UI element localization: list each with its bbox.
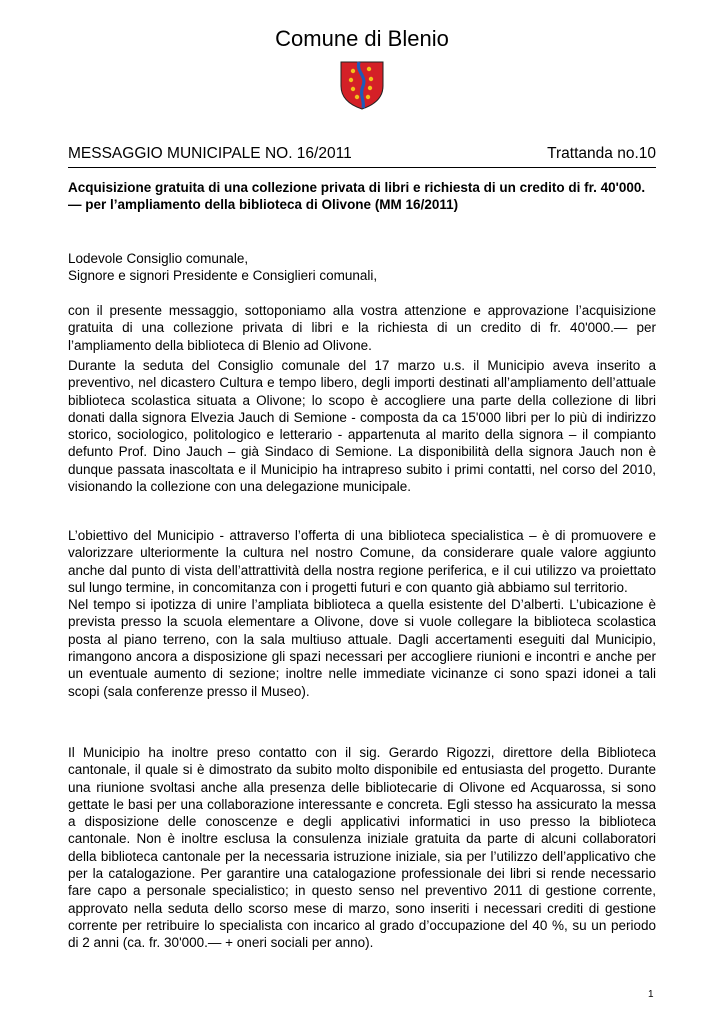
paragraph-text: L’obiettivo del Municipio - attraverso l’offerta di una biblioteca specialistica – è di promuovere e valorizzare ulteriormente la cultura nel nostro Comune, da considerare quale valore aggiunto anche dal punto di vista dell’attrattività della nostra regione periferica, e il cui utilizzo va proiettato sul lungo termine, in concomitanza con i progetti futuri e con quanto già abbiamo sul territorio. [68, 528, 656, 595]
document-title: Comune di Blenio [275, 26, 449, 51]
page-number: 1 [648, 989, 654, 1000]
message-header [68, 145, 656, 168]
salutation-line: Lodevole Consiglio comunale, [68, 251, 249, 266]
coat-of-arms-icon [339, 60, 385, 110]
subject-heading: Acquisizione gratuita di una collezione privata di libri e richiesta di un credito di fr. 40'000.— per l’ampliamento della biblioteca di Olivone (MM 16/2011) [68, 180, 646, 212]
paragraph-collaboration: Il Municipio ha inoltre preso contatto con il sig. Gerardo Rigozzi, direttore della Biblioteca cantonale, il quale si è dimostrato da subito molto disponibile ed entusiasta del progetto. Durante una riunione svoltasi anche alla presenza delle bibliotecarie di Olivone ed Acquarossa, si sono gettate le basi per una collaborazione interessante e concreta. Egli stesso ha assicurato la messa a disposizione delle conoscenze e degli applicativi informatici in uso presso la biblioteca cantonale. Non è inoltre esclusa la consulenza iniziale gratuita da parte di alcuni collaboratori della biblioteca cantonale per la necessaria istruzione iniziale, sia per l’utilizzo dell’applicativo che per la catalogazione. Per garantire una catalogazione professionale dei libri si rende necessario fare capo a personale specialistico; in questo senso nel preventivo 2011 di gestione corrente, approvato nella seduta dello scorso mese di marzo, sono inseriti i necessari crediti di gestione corrente per retribuire lo specialista con incarico al grado d’occupazione del 40 %, su un periodo di 2 anni (ca. fr. 30'000.— + oneri sociali per anno). [68, 745, 656, 951]
paragraph-objective [68, 527, 656, 700]
message-number: MESSAGGIO MUNICIPALE NO. 16/2011 [68, 145, 352, 162]
salutation [68, 250, 656, 285]
salutation-line: Signore e signori Presidente e Consiglieri comunali, [68, 268, 378, 284]
agenda-item: Trattanda no.10 [547, 145, 656, 162]
paragraph-intro: con il presente messaggio, sottoponiamo alla vostra attenzione e approvazione l’acquisizione gratuita di una collezione privata di libri e la richiesta di un credito di fr. 40'000.— per l’ampliamento della biblioteca di Blenio ad Olivone. [68, 303, 656, 353]
paragraph-text: Nel tempo si ipotizza di unire l’ampliata biblioteca a quella esistente del D’alberti. L’ubicazione è prevista presso la scuola elementare a Olivone, dove si vuole collegare la biblioteca scolastica posta al piano terreno, con la sala multiuso attuale. Dagli accertamenti eseguiti dal Municipio, rimangono ancora a disposizione gli spazi necessari per accogliere riunioni e incontri e anche per un eventuale aumento di sezione; inoltre nelle immediate vicinanze ci sono spazi idonei a tali scopi (sala conferenze presso il Museo). [68, 597, 656, 699]
paragraph-background: Durante la seduta del Consiglio comunale del 17 marzo u.s. il Municipio aveva inserito a preventivo, nel dicastero Cultura e tempo libero, degli importi destinati all’ampliamento dell’attuale biblioteca scolastica situata a Olivone; lo scopo è accogliere una parte della collezione di libri donati dalla signora Elvezia Jauch di Semione - composta da ca 15'000 libri per lo più di indirizzo storico, sociologico, politologico e letterario - appartenuta al marito della signora – il compianto defunto Prof. Dino Jauch – già Sindaco di Semione. La disponibilità della signora Jauch non è dunque passata inascoltata e il Municipio ha intrapreso subito i primi contatti, nel corso del 2010, visionando la collezione con una delegazione municipale. [68, 358, 656, 495]
